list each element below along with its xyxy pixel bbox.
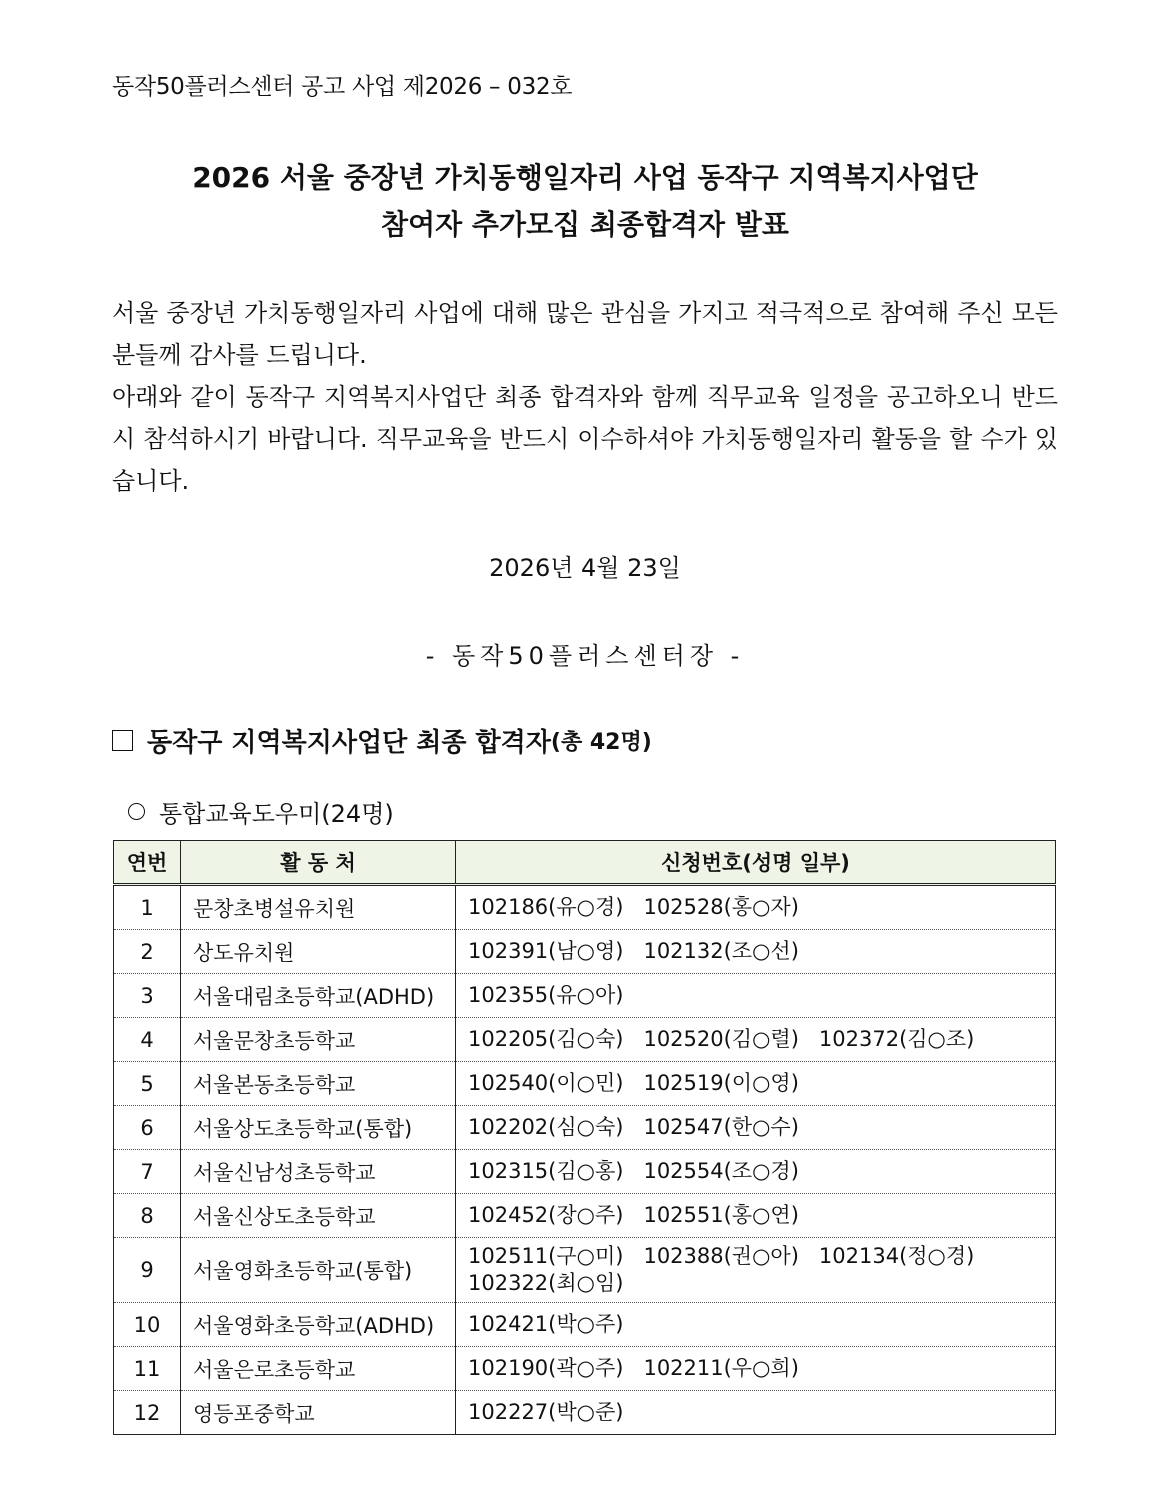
row-place: 상도유치원 <box>181 930 456 974</box>
row-applicants <box>456 1062 1056 1106</box>
table-row <box>114 1391 1056 1435</box>
row-applicants <box>456 1303 1056 1347</box>
applicant-entry: 102520(김○렬) <box>643 1027 799 1051</box>
applicant-entry: 102372(김○조) <box>818 1027 975 1051</box>
section-heading <box>112 722 652 759</box>
row-number: 5 <box>114 1062 181 1106</box>
row-number: 12 <box>114 1391 181 1435</box>
title-line-1: 2026 서울 중장년 가치동행일자리 사업 동작구 지역복지사업단 <box>192 161 978 194</box>
row-number: 3 <box>114 974 181 1018</box>
row-number: 4 <box>114 1018 181 1062</box>
row-number: 1 <box>114 885 181 930</box>
intro-text <box>112 292 1058 502</box>
applicant-entry: 102547(한○수) <box>643 1115 799 1139</box>
row-number: 9 <box>114 1238 181 1303</box>
table-row <box>114 1238 1056 1303</box>
row-place: 서울영화초등학교(통합) <box>181 1238 456 1303</box>
table-row <box>114 1150 1056 1194</box>
applicant-entry: 102186(유○경) <box>468 895 624 919</box>
row-place: 서울영화초등학교(ADHD) <box>181 1303 456 1347</box>
applicant-entry: 102211(우○희) <box>643 1356 799 1380</box>
intro-paragraph-2: 아래와 같이 동작구 지역복지사업단 최종 합격자와 함께 직무교육 일정을 공고하오니 반드시 참석하시기 바랍니다. 직무교육을 반드시 이수하셔야 가치동행일자리 활동을 할 수가 있습니다. <box>112 383 1058 495</box>
row-applicants <box>456 1150 1056 1194</box>
row-place: 서울신남성초등학교 <box>181 1150 456 1194</box>
section-title: 동작구 지역복지사업단 최종 합격자 <box>147 728 551 758</box>
row-place: 서울은로초등학교 <box>181 1347 456 1391</box>
table-row <box>114 885 1056 930</box>
row-applicants <box>456 930 1056 974</box>
applicant-entry: 102132(조○선) <box>643 939 799 963</box>
applicant-entry: 102202(심○숙) <box>468 1115 624 1139</box>
header-place: 활 동 처 <box>181 841 456 885</box>
row-applicants <box>456 974 1056 1018</box>
results-table <box>113 840 1056 1435</box>
row-applicants <box>456 1391 1056 1435</box>
applicant-entry: 102388(권○아) <box>643 1244 799 1268</box>
row-applicants <box>456 1194 1056 1238</box>
row-place: 서울문창초등학교 <box>181 1018 456 1062</box>
row-number: 10 <box>114 1303 181 1347</box>
applicant-entry: 102554(조○경) <box>643 1159 799 1183</box>
row-applicants <box>456 1238 1056 1303</box>
table-body <box>114 885 1056 1435</box>
applicant-entry: 102551(홍○연) <box>643 1203 799 1227</box>
applicant-entry: 102205(김○숙) <box>468 1027 624 1051</box>
row-place: 영등포중학교 <box>181 1391 456 1435</box>
applicant-entry: 102134(정○경) <box>818 1244 975 1268</box>
table-row <box>114 1062 1056 1106</box>
row-place: 서울신상도초등학교 <box>181 1194 456 1238</box>
table-row <box>114 1018 1056 1062</box>
applicant-entry: 102519(이○영) <box>643 1071 799 1095</box>
row-number: 6 <box>114 1106 181 1150</box>
table-row <box>114 1303 1056 1347</box>
table-row <box>114 1106 1056 1150</box>
applicant-entry: 102391(남○영) <box>468 939 624 963</box>
table-row <box>114 1347 1056 1391</box>
subsection-title: 통합교육도우미(24명) <box>159 800 394 828</box>
row-applicants <box>456 885 1056 930</box>
applicant-entry: 102528(홍○자) <box>643 895 799 919</box>
table-row <box>114 930 1056 974</box>
circle-bullet-icon <box>128 803 145 820</box>
applicant-entry: 102421(박○주) <box>468 1312 624 1336</box>
row-number: 8 <box>114 1194 181 1238</box>
row-applicants <box>456 1018 1056 1062</box>
notice-number: 동작50플러스센터 공고 사업 제2026 – 032호 <box>112 74 573 100</box>
applicant-entry: 102190(곽○주) <box>468 1356 624 1380</box>
row-number: 7 <box>114 1150 181 1194</box>
applicant-entry: 102511(구○미) <box>468 1244 624 1268</box>
applicant-entry: 102355(유○아) <box>468 983 624 1007</box>
row-applicants <box>456 1347 1056 1391</box>
row-place: 서울본동초등학교 <box>181 1062 456 1106</box>
title-line-2: 참여자 추가모집 최종합격자 발표 <box>381 208 789 241</box>
row-place: 서울대림초등학교(ADHD) <box>181 974 456 1018</box>
table-row <box>114 974 1056 1018</box>
subsection-heading <box>128 794 394 829</box>
row-number: 11 <box>114 1347 181 1391</box>
header-applicants: 신청번호(성명 일부) <box>456 841 1056 885</box>
header-no: 연번 <box>114 841 181 885</box>
signature: - 동작50플러스센터장 - <box>425 642 745 670</box>
row-applicants <box>456 1106 1056 1150</box>
applicant-entry: 102315(김○홍) <box>468 1159 624 1183</box>
row-place: 문창초병설유치원 <box>181 885 456 930</box>
applicant-entry: 102322(최○임) <box>468 1271 624 1295</box>
applicant-entry: 102452(장○주) <box>468 1203 624 1227</box>
applicant-entry: 102227(박○준) <box>468 1400 624 1424</box>
square-bullet-icon <box>112 730 133 751</box>
table-header-row <box>114 841 1056 885</box>
row-number: 2 <box>114 930 181 974</box>
applicant-entry: 102540(이○민) <box>468 1071 624 1095</box>
announcement-date: 2026년 4월 23일 <box>489 554 681 582</box>
table-row <box>114 1194 1056 1238</box>
row-place: 서울상도초등학교(통합) <box>181 1106 456 1150</box>
section-total: (총 42명) <box>550 730 652 755</box>
intro-paragraph-1: 서울 중장년 가치동행일자리 사업에 대해 많은 관심을 가지고 적극적으로 참여해 주신 모든 분들께 감사를 드립니다. <box>112 299 1058 369</box>
